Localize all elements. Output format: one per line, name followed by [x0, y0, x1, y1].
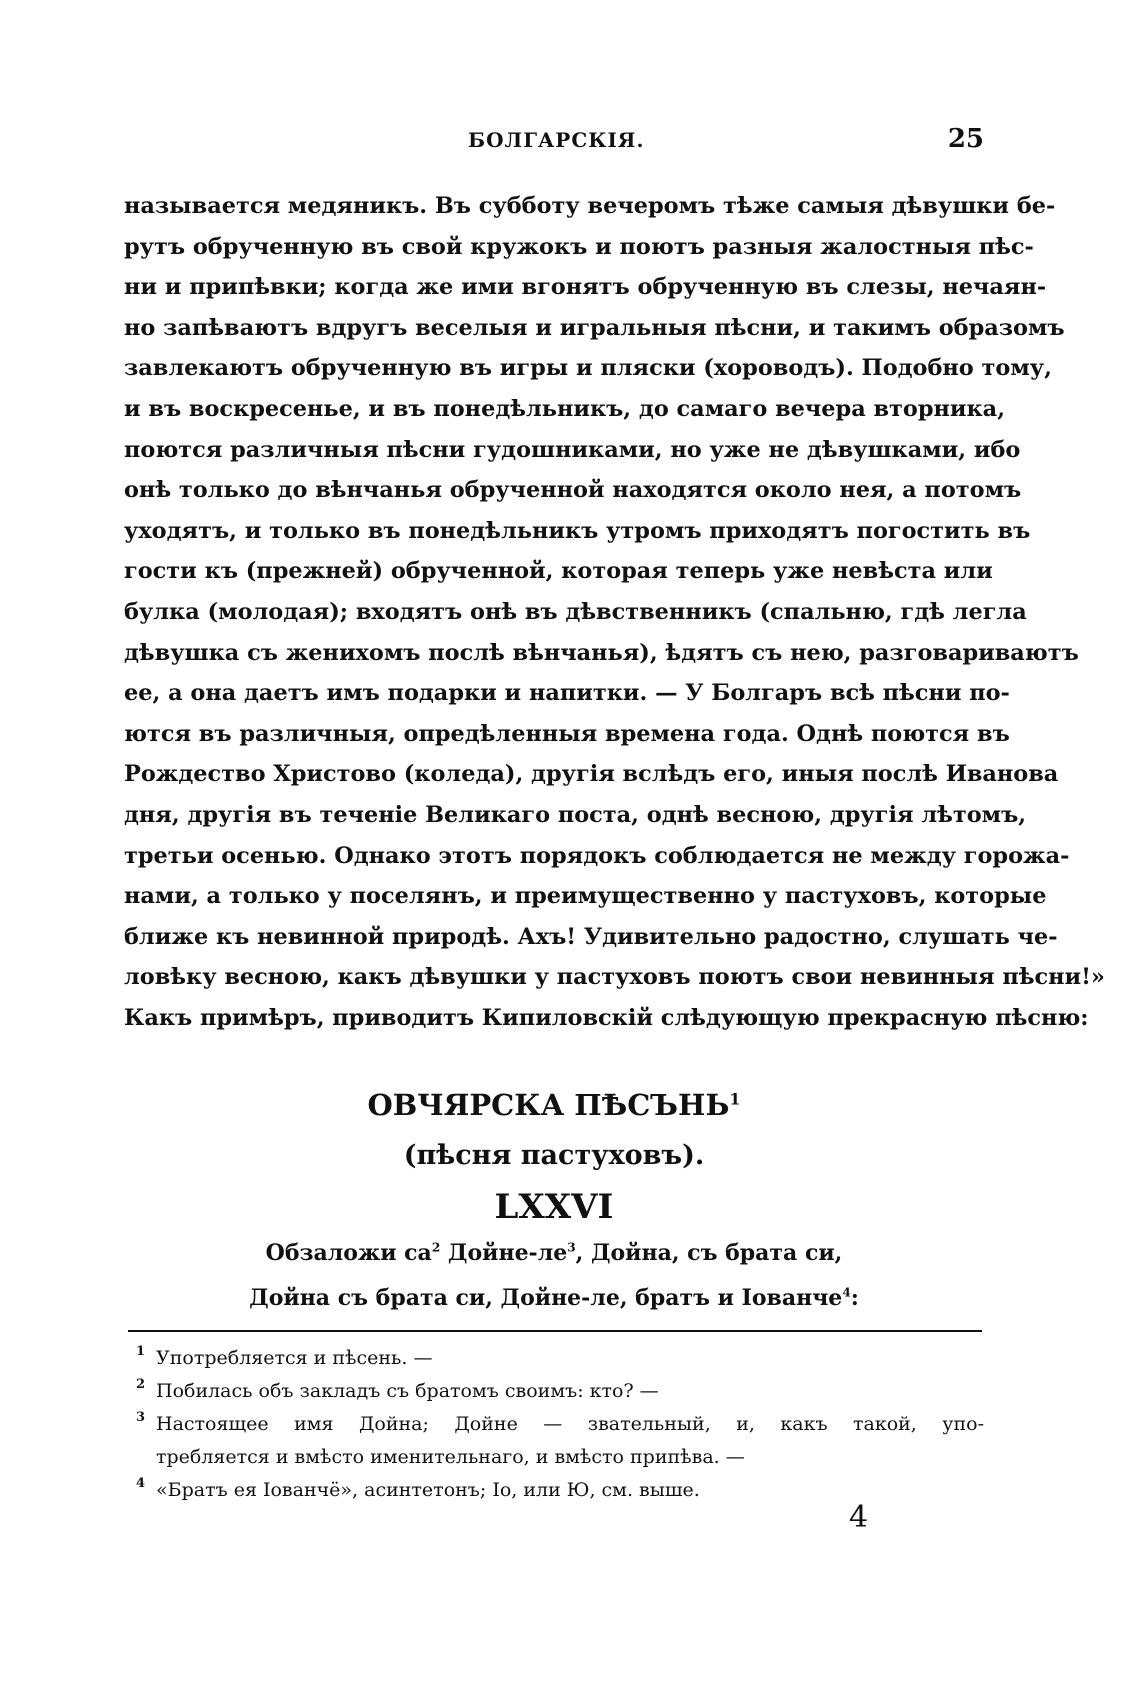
footnote-continuation: требляется и вмѣсто именительнаго, и вмѣсто припѣва. —: [156, 1446, 745, 1468]
text-line: третьи осенью. Однако этотъ порядокъ соблюдается не между горожа-: [124, 842, 1070, 869]
verse-text: Дойне-ле: [440, 1240, 568, 1266]
text-line: дѣвушка съ женихомъ послѣ вѣнчанья), ѣдятъ съ нею, разговариваютъ: [124, 639, 1079, 666]
verse-line: [124, 1285, 984, 1311]
text-line: ются въ различныя, опредѣленныя времена года. Однѣ поются въ: [124, 720, 1010, 747]
footnote-ref: 4: [842, 1285, 851, 1300]
text-line: ни и припѣвки; когда же ими вгонятъ обрученную въ слезы, нечаян-: [124, 274, 1047, 301]
footnote-number: 1: [136, 1344, 146, 1359]
footnote-number: 3: [136, 1410, 146, 1425]
footnote-ref: 1: [729, 1089, 741, 1109]
footnote: [128, 1375, 984, 1408]
body-text: [124, 186, 1105, 1038]
text-line: гости къ (прежней) обрученной, которая теперь уже невѣста или: [124, 558, 993, 585]
page-number: 25: [947, 124, 984, 154]
text-line: онѣ только до вѣнчанья обрученной находятся около нея, а потомъ: [124, 477, 1022, 504]
text-line: называется медяникъ. Въ субботу вечеромъ тѣже самыя дѣвушки бе-: [124, 193, 1056, 219]
footnote-number: 4: [136, 1476, 146, 1491]
song-title-text: ОВЧЯРСКА ПѢСЪНЬ: [367, 1088, 730, 1122]
verse-text: Обзаложи са: [265, 1240, 432, 1266]
text-line: булка (молодая); входятъ онѣ въ дѣвственникъ (спальню, гдѣ легла: [124, 598, 1027, 625]
song-title: [124, 1088, 984, 1122]
text-line: поются различныя пѣсни гудошниками, но уже не дѣвушками, ибо: [124, 436, 1021, 463]
footnote-text: Настоящее имя Дойна; Дойне — звательный, и, какъ такой, упо-: [156, 1413, 984, 1435]
text-line: ближе къ невинной природѣ. Ахъ! Удивительно радостно, слушать че-: [124, 923, 1058, 950]
footnote-divider: [128, 1330, 982, 1332]
text-line: Какъ примѣръ, приводитъ Кипиловскій слѣдующую прекрасную пѣсню:: [124, 1004, 1089, 1031]
text-line: ее, а она даетъ имъ подарки и напитки. — У Болгаръ всѣ пѣсни по-: [124, 680, 1010, 707]
footnote: [128, 1342, 984, 1375]
footnotes: [128, 1342, 984, 1507]
verse-text: , Дойна, съ брата си,: [575, 1240, 843, 1266]
text-line: и въ воскресенье, и въ понедѣльникъ, до самаго вечера вторника,: [124, 395, 1005, 422]
footnote-ref: 3: [567, 1240, 576, 1255]
verse-line: [124, 1240, 984, 1266]
text-line: нами, а только у поселянъ, и преимущественно у пастуховъ, которые: [124, 883, 1047, 910]
verse-text: Дойна съ брата си, Дойне-ле, братъ и Іованче: [249, 1285, 843, 1311]
verse-text: :: [850, 1285, 859, 1311]
text-line: завлекаютъ обрученную въ игры и пляски (хороводъ). Подобно тому,: [124, 355, 1052, 382]
song-number: LXXVI: [494, 1187, 614, 1227]
text-line: дня, другія въ теченіе Великаго поста, однѣ весною, другія лѣтомъ,: [124, 801, 1027, 828]
footnote: [128, 1408, 984, 1441]
footnote-text: «Братъ ея Іованчё», асинтетонъ; Іо, или Ю, см. выше.: [156, 1479, 700, 1501]
footnote-text: Побилась объ закладъ съ братомъ своимъ: кто? —: [156, 1380, 659, 1402]
text-line: уходятъ, и только въ понедѣльникъ утромъ приходятъ погостить въ: [124, 517, 1031, 544]
text-line: но запѣваютъ вдругъ веселыя и игральныя пѣсни, и такимъ образомъ: [124, 314, 1065, 341]
running-title: БОЛГАРСКІЯ.: [468, 128, 645, 152]
signature-mark: 4: [849, 1500, 869, 1535]
running-head: [128, 124, 984, 162]
footnote-text: Употребляется и пѣсень. —: [156, 1347, 433, 1369]
text-line: ловѣку весною, какъ дѣвушки у пастуховъ поютъ свои невинныя пѣсни!»: [124, 964, 1105, 991]
song-subtitle: (пѣсня пастуховъ).: [403, 1140, 705, 1171]
footnote-ref: 2: [431, 1240, 441, 1255]
text-line: Рождество Христово (коледа), другія вслѣдъ его, иныя послѣ Иванова: [124, 761, 1059, 788]
footnote-number: 2: [136, 1377, 146, 1392]
text-line: рутъ обрученную въ свой кружокъ и поютъ разныя жалостныя пѣс-: [124, 233, 1034, 260]
